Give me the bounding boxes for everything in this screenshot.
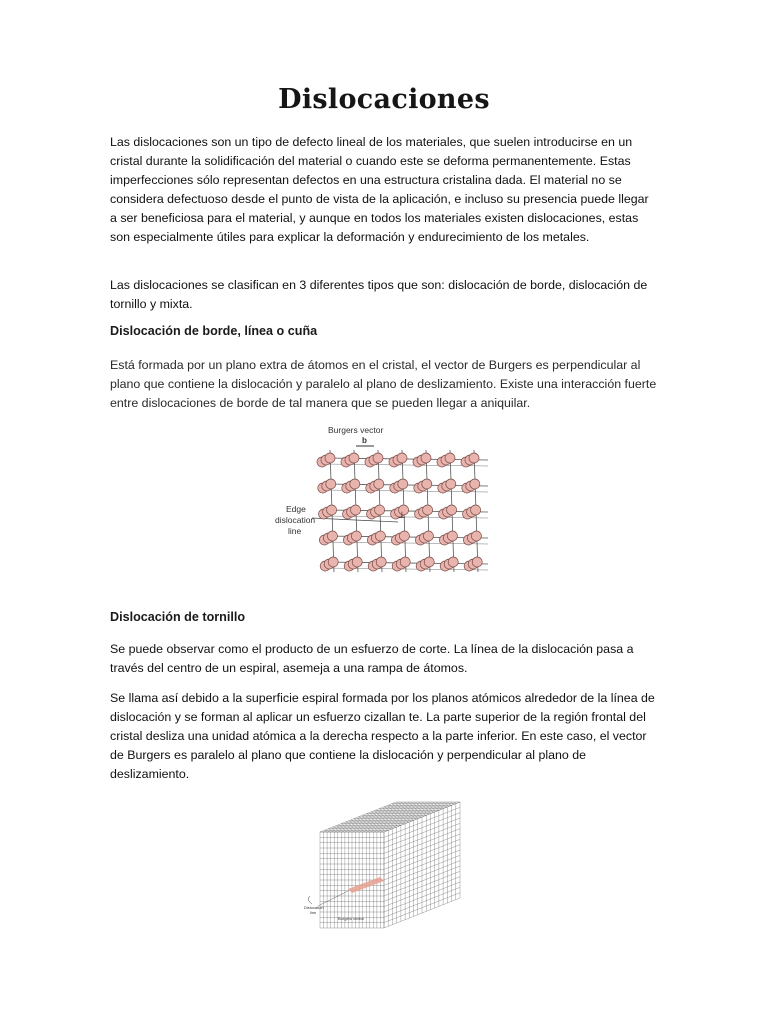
screw-dislocation-heading: Dislocación de tornillo [110,610,246,624]
atom [469,453,479,463]
atom [471,505,481,515]
atom [397,453,407,463]
atom [445,453,455,463]
shear-arrow [308,896,312,904]
atom [423,505,433,515]
atom [327,531,337,541]
atom-lattice [317,450,488,572]
atom [424,557,434,567]
atom [447,531,457,541]
page-title: Dislocaciones [278,84,490,115]
atom [398,479,408,489]
screw-dislocation-figure [304,796,474,932]
pointer-line [318,891,348,906]
screw-paragraph-2: Se llama así debido a la superficie espiral formada por los planos atómicos alrededor de la línea de dislocación y se forman al aplicar un esfuerzo cizallan te. La parte superior de la región frontal del cristal desliza una unidad atómica a la derecha respecto a la parte inferior. En este caso, el vector de Burgers es paralelo al plano que contiene la dislocación y perpendicular al plano de deslizamiento. [110,691,655,781]
edge-dislocation-figure [270,422,500,594]
atom [325,453,335,463]
edge-line-label-3: line [288,526,302,536]
atom [328,557,338,567]
edge-dislocation-heading: Dislocación de borde, línea o cuña [110,324,318,338]
atom [374,479,384,489]
atom [447,505,457,515]
atom [472,557,482,567]
atom [470,479,480,489]
burgers-b-label: b [362,436,367,445]
atom [376,557,386,567]
atom [375,531,385,541]
atom [327,505,337,515]
atom [326,479,336,489]
screw-line-label-1: Dislocation [304,905,324,910]
atom [422,479,432,489]
intro-paragraph: Las dislocaciones son un tipo de defecto lineal de los materiales, que suelen introducirse en un cristal durante la solidificación del material o cuando este se deforma permanentemente. Estas imperfecciones sólo representan defectos en una estructura cristalina dada. El material no se considera defectuoso desde el punto de vista de la aplicación, e incluso su presencia puede llegar a ser beneficiosa para el material, y aunque en todos los materiales existen dislocaciones, estas son especialmente útiles para explicar la deformación y endurecimiento de los metales. [110,135,649,244]
crystal-cube [308,802,460,928]
atom [400,557,410,567]
atom [399,531,409,541]
edge-line-label-1: Edge [286,504,306,514]
edge-line-label-2: dislocation [275,515,316,525]
atom [351,505,361,515]
edge-dislocation-paragraph: Está formada por un plano extra de átomos en el cristal, el vector de Burgers es perpendicular al plano que contiene la dislocación y paralelo al plano de deslizamiento. Existe una interacción fuerte entre dislocaciones de borde de tal manera que se pueden llegar a aniquilar. [110,358,657,410]
atom [350,479,360,489]
burgers-vector-label: Burgers vector [328,425,384,435]
screw-burgers-label: Burgers vector [338,916,365,921]
atom [423,531,433,541]
atom [351,531,361,541]
atom [373,453,383,463]
classification-paragraph: Las dislocaciones se clasifican en 3 diferentes tipos que son: dislocación de borde, dislocación de tornillo y mixta. [110,278,648,311]
dislocation-symbol: ⊥ [398,511,406,521]
screw-paragraph-1: Se puede observar como el producto de un esfuerzo de corte. La línea de la dislocación pasa a través del centro de un espiral, asemeja a una rampa de átomos. [110,642,634,675]
atom [446,479,456,489]
atom [352,557,362,567]
atom [349,453,359,463]
atom [448,557,458,567]
screw-line-label-2: line [310,910,317,915]
atom [375,505,385,515]
atom [421,453,431,463]
atom [471,531,481,541]
